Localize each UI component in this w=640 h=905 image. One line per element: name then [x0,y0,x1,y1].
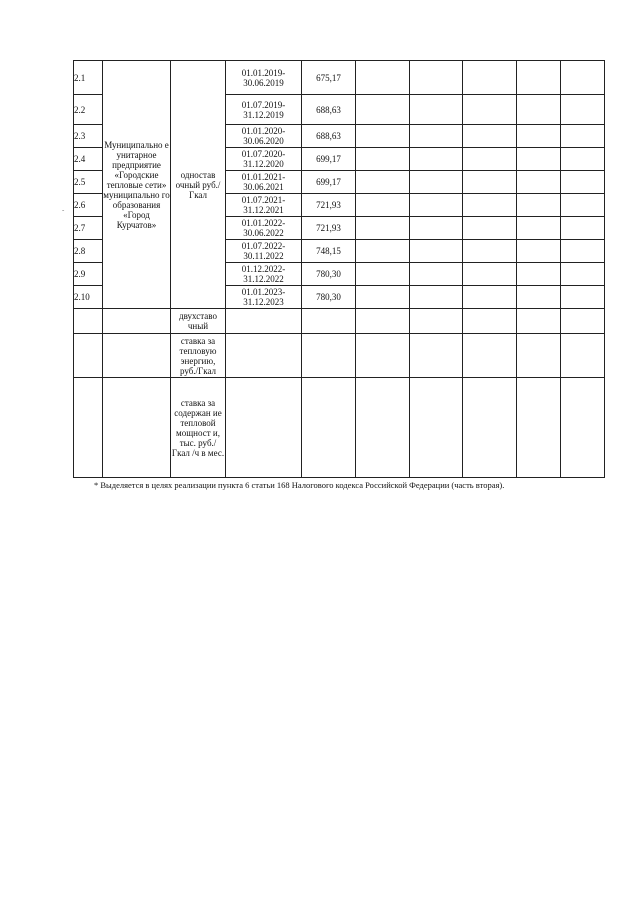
empty-cell [356,148,410,171]
empty-cell [356,95,410,125]
empty-cell [561,171,605,194]
empty-cell [517,263,561,286]
empty-cell [74,378,103,478]
empty-cell [356,194,410,217]
tariff-table [73,60,605,478]
empty-cell [410,61,463,95]
empty-cell [517,194,561,217]
table-row [74,61,605,95]
table-row [74,334,605,378]
unit-one-part-cell: одностав очный руб./Гкал [171,61,226,309]
empty-cell [517,148,561,171]
empty-cell [410,309,463,334]
empty-cell [103,334,171,378]
organization-cell: Муниципально е унитарное предприятие «Городские тепловые сети» муниципально го образования «Город Курчатов» [103,61,171,309]
tariff-value: 780,30 [302,263,356,286]
empty-cell [517,309,561,334]
empty-cell [561,334,605,378]
empty-cell [103,378,171,478]
empty-cell [356,240,410,263]
empty-cell [463,309,517,334]
empty-cell [410,148,463,171]
empty-cell [463,125,517,148]
empty-cell [517,171,561,194]
empty-cell [74,334,103,378]
tariff-value: 721,93 [302,217,356,240]
empty-cell [561,286,605,309]
row-number: 2.7 [74,217,103,240]
empty-cell [463,61,517,95]
empty-cell [356,61,410,95]
empty-cell [356,125,410,148]
empty-cell [302,378,356,478]
empty-cell [410,378,463,478]
row-number: 2.1 [74,61,103,95]
period-cell: 01.01.2021- 30.06.2021 [226,171,302,194]
two-part-label: двухставо чный [171,309,226,334]
empty-cell [410,125,463,148]
empty-cell [561,125,605,148]
capacity-rate-label: ставка за содержан ие тепловой мощност и, тыс. руб./Гкал /ч в мес. [171,378,226,478]
empty-cell [410,217,463,240]
empty-cell [74,309,103,334]
energy-rate-label: ставка за тепловую энергию, руб./Гкал [171,334,226,378]
empty-cell [226,334,302,378]
empty-cell [356,171,410,194]
empty-cell [463,378,517,478]
empty-cell [410,334,463,378]
empty-cell [561,148,605,171]
empty-cell [561,217,605,240]
empty-cell [410,171,463,194]
row-number: 2.4 [74,148,103,171]
empty-cell [463,240,517,263]
empty-cell [517,217,561,240]
tariff-value: 688,63 [302,125,356,148]
empty-cell [463,194,517,217]
period-cell: 01.01.2023- 31.12.2023 [226,286,302,309]
empty-cell [356,334,410,378]
period-cell: 01.07.2020- 31.12.2020 [226,148,302,171]
empty-cell [356,378,410,478]
empty-cell [517,378,561,478]
empty-cell [356,263,410,286]
empty-cell [410,263,463,286]
empty-cell [356,217,410,240]
empty-cell [226,309,302,334]
empty-cell [410,286,463,309]
empty-cell [226,378,302,478]
empty-cell [561,378,605,478]
table-row [74,378,605,478]
tariff-value: 721,93 [302,194,356,217]
tariff-value: 780,30 [302,286,356,309]
empty-cell [302,309,356,334]
empty-cell [561,240,605,263]
empty-cell [356,286,410,309]
tariff-value: 699,17 [302,171,356,194]
empty-cell [561,95,605,125]
row-number: 2.2 [74,95,103,125]
period-cell: 01.07.2021- 31.12.2021 [226,194,302,217]
empty-cell [517,240,561,263]
empty-cell [103,309,171,334]
row-number: 2.10 [74,286,103,309]
empty-cell [463,334,517,378]
row-number: 2.9 [74,263,103,286]
empty-cell [517,286,561,309]
empty-cell [463,95,517,125]
period-cell: 01.01.2019- 30.06.2019 [226,61,302,95]
table-row [74,309,605,334]
row-number: 2.6 [74,194,103,217]
empty-cell [463,286,517,309]
period-cell: 01.01.2020- 30.06.2020 [226,125,302,148]
row-number: 2.3 [74,125,103,148]
empty-cell [356,309,410,334]
empty-cell [517,334,561,378]
empty-cell [463,171,517,194]
empty-cell [517,125,561,148]
empty-cell [561,263,605,286]
tariff-value: 675,17 [302,61,356,95]
empty-cell [410,240,463,263]
row-number: 2.5 [74,171,103,194]
empty-cell [561,309,605,334]
period-cell: 01.07.2022- 30.11.2022 [226,240,302,263]
empty-cell [463,217,517,240]
period-cell: 01.01.2022- 30.06.2022 [226,217,302,240]
empty-cell [463,263,517,286]
tariff-value: 699,17 [302,148,356,171]
tariff-value: 688,63 [302,95,356,125]
empty-cell [302,334,356,378]
tariff-value: 748,15 [302,240,356,263]
empty-cell [561,194,605,217]
period-cell: 01.07.2019- 31.12.2019 [226,95,302,125]
empty-cell [517,61,561,95]
scan-mark: - [62,206,65,214]
row-number: 2.8 [74,240,103,263]
period-cell: 01.12.2022- 31.12.2022 [226,263,302,286]
empty-cell [410,95,463,125]
empty-cell [463,148,517,171]
empty-cell [517,95,561,125]
empty-cell [561,61,605,95]
empty-cell [410,194,463,217]
footnote: * Выделяется в целях реализации пункта 6 статьи 168 Налогового кодекса Российской Федерации (часть вторая). [94,480,505,490]
